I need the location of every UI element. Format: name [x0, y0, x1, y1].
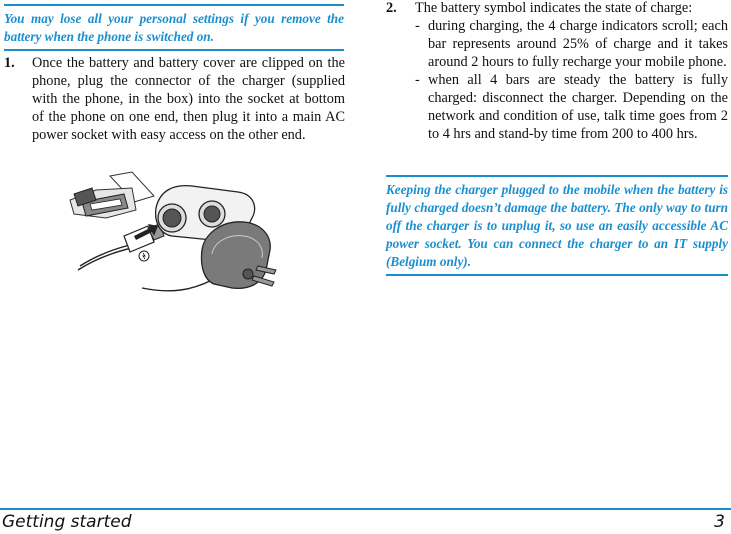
bullet-charged: [415, 71, 728, 143]
step-2-number: 2.: [386, 0, 397, 16]
connector-inset: [70, 172, 154, 218]
bullet-dash: -: [415, 18, 420, 34]
charger-illustration: [62, 170, 280, 300]
page-number: 3: [714, 512, 725, 532]
bullet-charged-text: when all 4 bars are steady the battery is fully charged: disconnect the charger. Depending on the network and condition of use, talk time goes from 2 to 4 hrs and stand-by time from 200 to 400 hrs.: [428, 72, 728, 142]
bullet-dash: -: [415, 72, 420, 88]
step-2-text: The battery symbol indicates the state of charge:: [415, 0, 693, 16]
warning-note: [4, 4, 344, 51]
bullet-charging-text: during charging, the 4 charge indicators scroll; each bar represents around 25% of charge and it takes around 2 hours to fully recharge your mobile phone.: [428, 18, 728, 70]
step-1-number: 1.: [4, 55, 15, 71]
warning-note-text: You may lose all your personal settings if you remove the battery when the phone is switched on.: [4, 11, 344, 44]
bullet-charging: [415, 17, 728, 71]
wall-adapter: [202, 222, 277, 289]
step-1: [4, 54, 345, 144]
step-2: [386, 0, 728, 143]
charger-note-text: Keeping the charger plugged to the mobile when the battery is fully charged doesn’t damage the battery. The only way to turn off the charger is to unplug it, so use an easily accessible AC power socket. You can connect the charger to an IT supply (Belgium only).: [386, 182, 728, 269]
charger-note: [386, 175, 728, 276]
step-1-text: Once the battery and battery cover are clipped on the phone, plug the connector of the charger (supplied with the phone, in the box) into the socket at bottom of the phone on one end, then plug it into a main AC power socket with easy access on the other end.: [32, 55, 345, 143]
footer-section-title: Getting started: [2, 512, 132, 532]
footer-rule: [0, 508, 731, 510]
